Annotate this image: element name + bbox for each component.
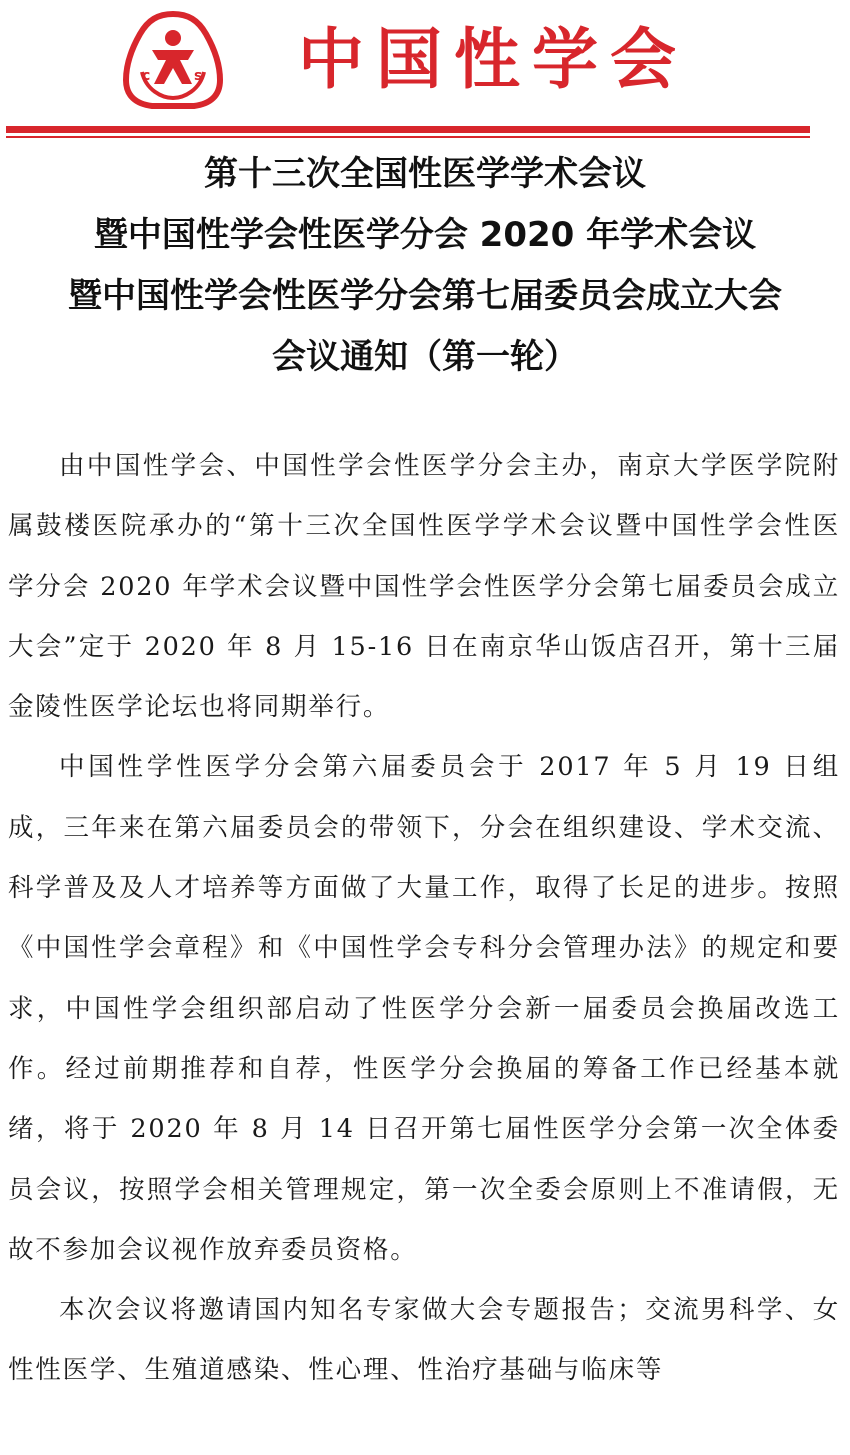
paragraph-1: 由中国性学会、中国性学会性医学分会主办，南京大学医学院附属鼓楼医院承办的“第十三次全国性医学学术会议暨中国性学会性医学分会 2020 年学术会议暨中国性学会性医学分会第七届委员会成立大会”定于 2020 年 8 月 15-16 日在南京华山饭店召开，第十三届金陵性医学论坛也将同期举行。 [8,451,840,723]
title-line-3: 暨中国性学会性医学分会第七届委员会成立大会 [68,276,782,316]
org-name: 中国性学会 [298,20,688,98]
title-line-1: 第十三次全国性医学学术会议 [204,154,646,194]
title-line-2: 暨中国性学会性医学分会 2020 年学术会议 [93,215,757,255]
letterhead [0,0,850,140]
title-line-4: 会议通知（第一轮） [272,337,578,377]
document-title [0,144,850,388]
csa-emblem-icon [122,10,224,110]
letterhead-rule-thick [6,126,810,133]
paragraph-2: 中国性学性医学分会第六届委员会于 2017 年 5 月 19 日组成，三年来在第六届委员会的带领下，分会在组织建设、学术交流、科学普及及人才培养等方面做了大量工作，取得了长足的进步。按照《中国性学会章程》和《中国性学会专科分会管理办法》的规定和要求，中国性学会组织部启动了性医学分会新一届委员会换届改选工作。经过前期推荐和自荐，性医学分会换届的筹备工作已经基本就绪，将于 2020 年 8 月 14 日召开第七届性医学分会第一次全体委员会议，按照学会相关管理规定，第一次全委会原则上不准请假，无故不参加会议视作放弃委员资格。 [8,752,840,1265]
svg-text:c: c [142,68,151,84]
svg-text:s: s [194,68,203,84]
body-text [8,436,840,1401]
letterhead-rule-thin [6,136,810,138]
paragraph-3: 本次会议将邀请国内知名专家做大会专题报告；交流男科学、女性性医学、生殖道感染、性心理、性治疗基础与临床等 [8,1295,840,1386]
